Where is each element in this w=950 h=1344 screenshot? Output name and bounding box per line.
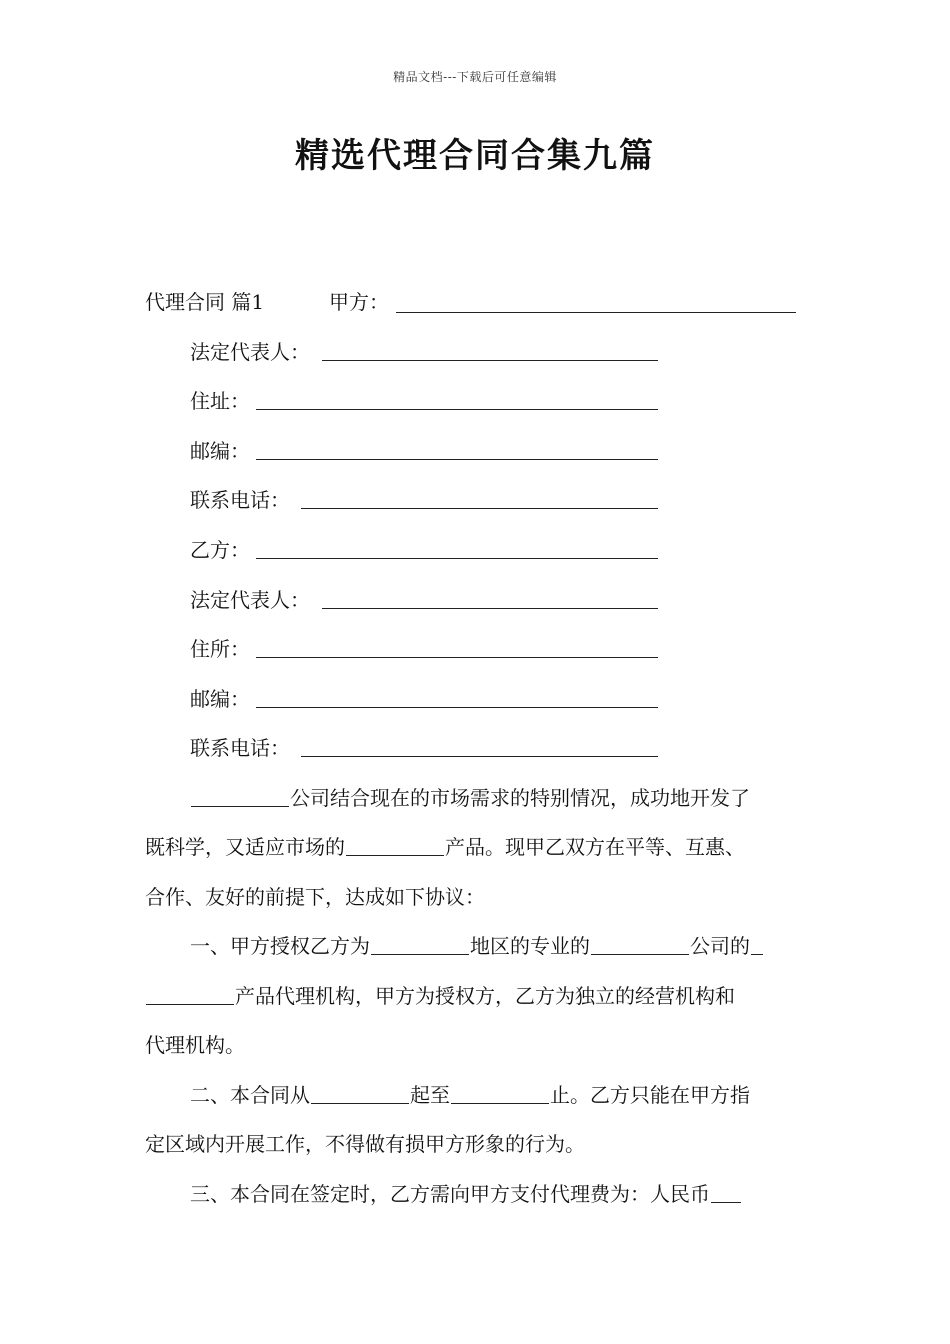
paragraph-text: 公司的 (690, 934, 750, 958)
end-date-blank[interactable] (451, 1083, 549, 1104)
party-b-blank[interactable] (256, 558, 658, 559)
paragraph-text: 产品代理机构，甲方为授权方，乙方为独立的经营机构和 (235, 984, 735, 1008)
party-a-blank[interactable] (396, 312, 796, 313)
paragraph-intro-line-2 (145, 833, 745, 861)
start-date-blank[interactable] (311, 1083, 409, 1104)
amount-blank[interactable] (711, 1182, 741, 1203)
region-blank[interactable] (371, 934, 469, 955)
party-a-address-row (190, 387, 250, 415)
field-label: 住所： (190, 637, 250, 661)
product-name-blank-start[interactable] (751, 934, 763, 955)
clause-2-line-2 (145, 1130, 585, 1158)
party-b-legal-rep-blank[interactable] (322, 608, 658, 609)
product-blank[interactable] (346, 835, 444, 856)
clause-1-line-1 (190, 932, 764, 960)
party-a-legal-rep-row (190, 338, 310, 366)
field-label: 法定代表人： (190, 340, 310, 364)
clause-1-line-2 (145, 982, 735, 1010)
clause-1-line-3 (145, 1031, 245, 1059)
paragraph-text: 一、甲方授权乙方为 (190, 934, 370, 958)
field-label: 法定代表人： (190, 588, 310, 612)
field-label: 乙方： (190, 538, 250, 562)
paragraph-text: 代理机构。 (145, 1033, 245, 1057)
paragraph-text: 地区的专业的 (470, 934, 590, 958)
party-b-phone-blank[interactable] (301, 756, 658, 757)
field-label: 住址： (190, 389, 250, 413)
paragraph-text: 定区域内开展工作，不得做有损甲方形象的行为。 (145, 1132, 585, 1156)
field-label: 联系电话： (190, 488, 290, 512)
party-b-row (190, 536, 250, 564)
party-b-phone-row (190, 734, 290, 762)
paragraph-text: 二、本合同从 (190, 1083, 310, 1107)
company-blank[interactable] (191, 786, 289, 807)
party-a-legal-rep-blank[interactable] (322, 360, 658, 361)
field-label: 联系电话： (190, 736, 290, 760)
party-a-row (329, 288, 389, 316)
product-name-blank-end[interactable] (146, 984, 234, 1005)
field-label: 邮编： (190, 439, 250, 463)
paragraph-intro-line-1 (190, 784, 750, 812)
party-a-postcode-blank[interactable] (256, 459, 658, 460)
paragraph-text: 既科学，又适应市场的 (145, 835, 345, 859)
section-heading (145, 288, 264, 316)
document-title: 精选代理合同合集九篇 (295, 136, 655, 176)
paragraph-intro-line-3 (145, 883, 485, 911)
paragraph-text: 止。乙方只能在甲方指 (550, 1083, 750, 1107)
field-label: 邮编： (190, 687, 250, 711)
clause-3-line-1 (190, 1180, 742, 1208)
party-b-legal-rep-row (190, 586, 310, 614)
paragraph-text: 三、本合同在签定时，乙方需向甲方支付代理费为：人民币 (190, 1182, 710, 1206)
paragraph-text: 产品。现甲乙双方在平等、互惠、 (445, 835, 745, 859)
clause-2-line-1 (190, 1081, 750, 1109)
header-note: 精品文档---下载后可任意编辑 (393, 70, 557, 84)
party-b-postcode-row (190, 685, 250, 713)
party-b-postcode-blank[interactable] (256, 707, 658, 708)
party-b-residence-row (190, 635, 250, 663)
party-a-phone-row (190, 486, 290, 514)
paragraph-text: 起至 (410, 1083, 450, 1107)
paragraph-text: 公司结合现在的市场需求的特别情况，成功地开发了 (290, 786, 750, 810)
company-type-blank[interactable] (591, 934, 689, 955)
party-a-phone-blank[interactable] (301, 508, 658, 509)
party-a-postcode-row (190, 437, 250, 465)
party-a-address-blank[interactable] (256, 409, 658, 410)
party-a-label: 甲方： (329, 290, 389, 314)
section-label: 代理合同 篇1 (145, 290, 265, 314)
paragraph-text: 合作、友好的前提下，达成如下协议： (145, 885, 485, 909)
party-b-residence-blank[interactable] (256, 657, 658, 658)
